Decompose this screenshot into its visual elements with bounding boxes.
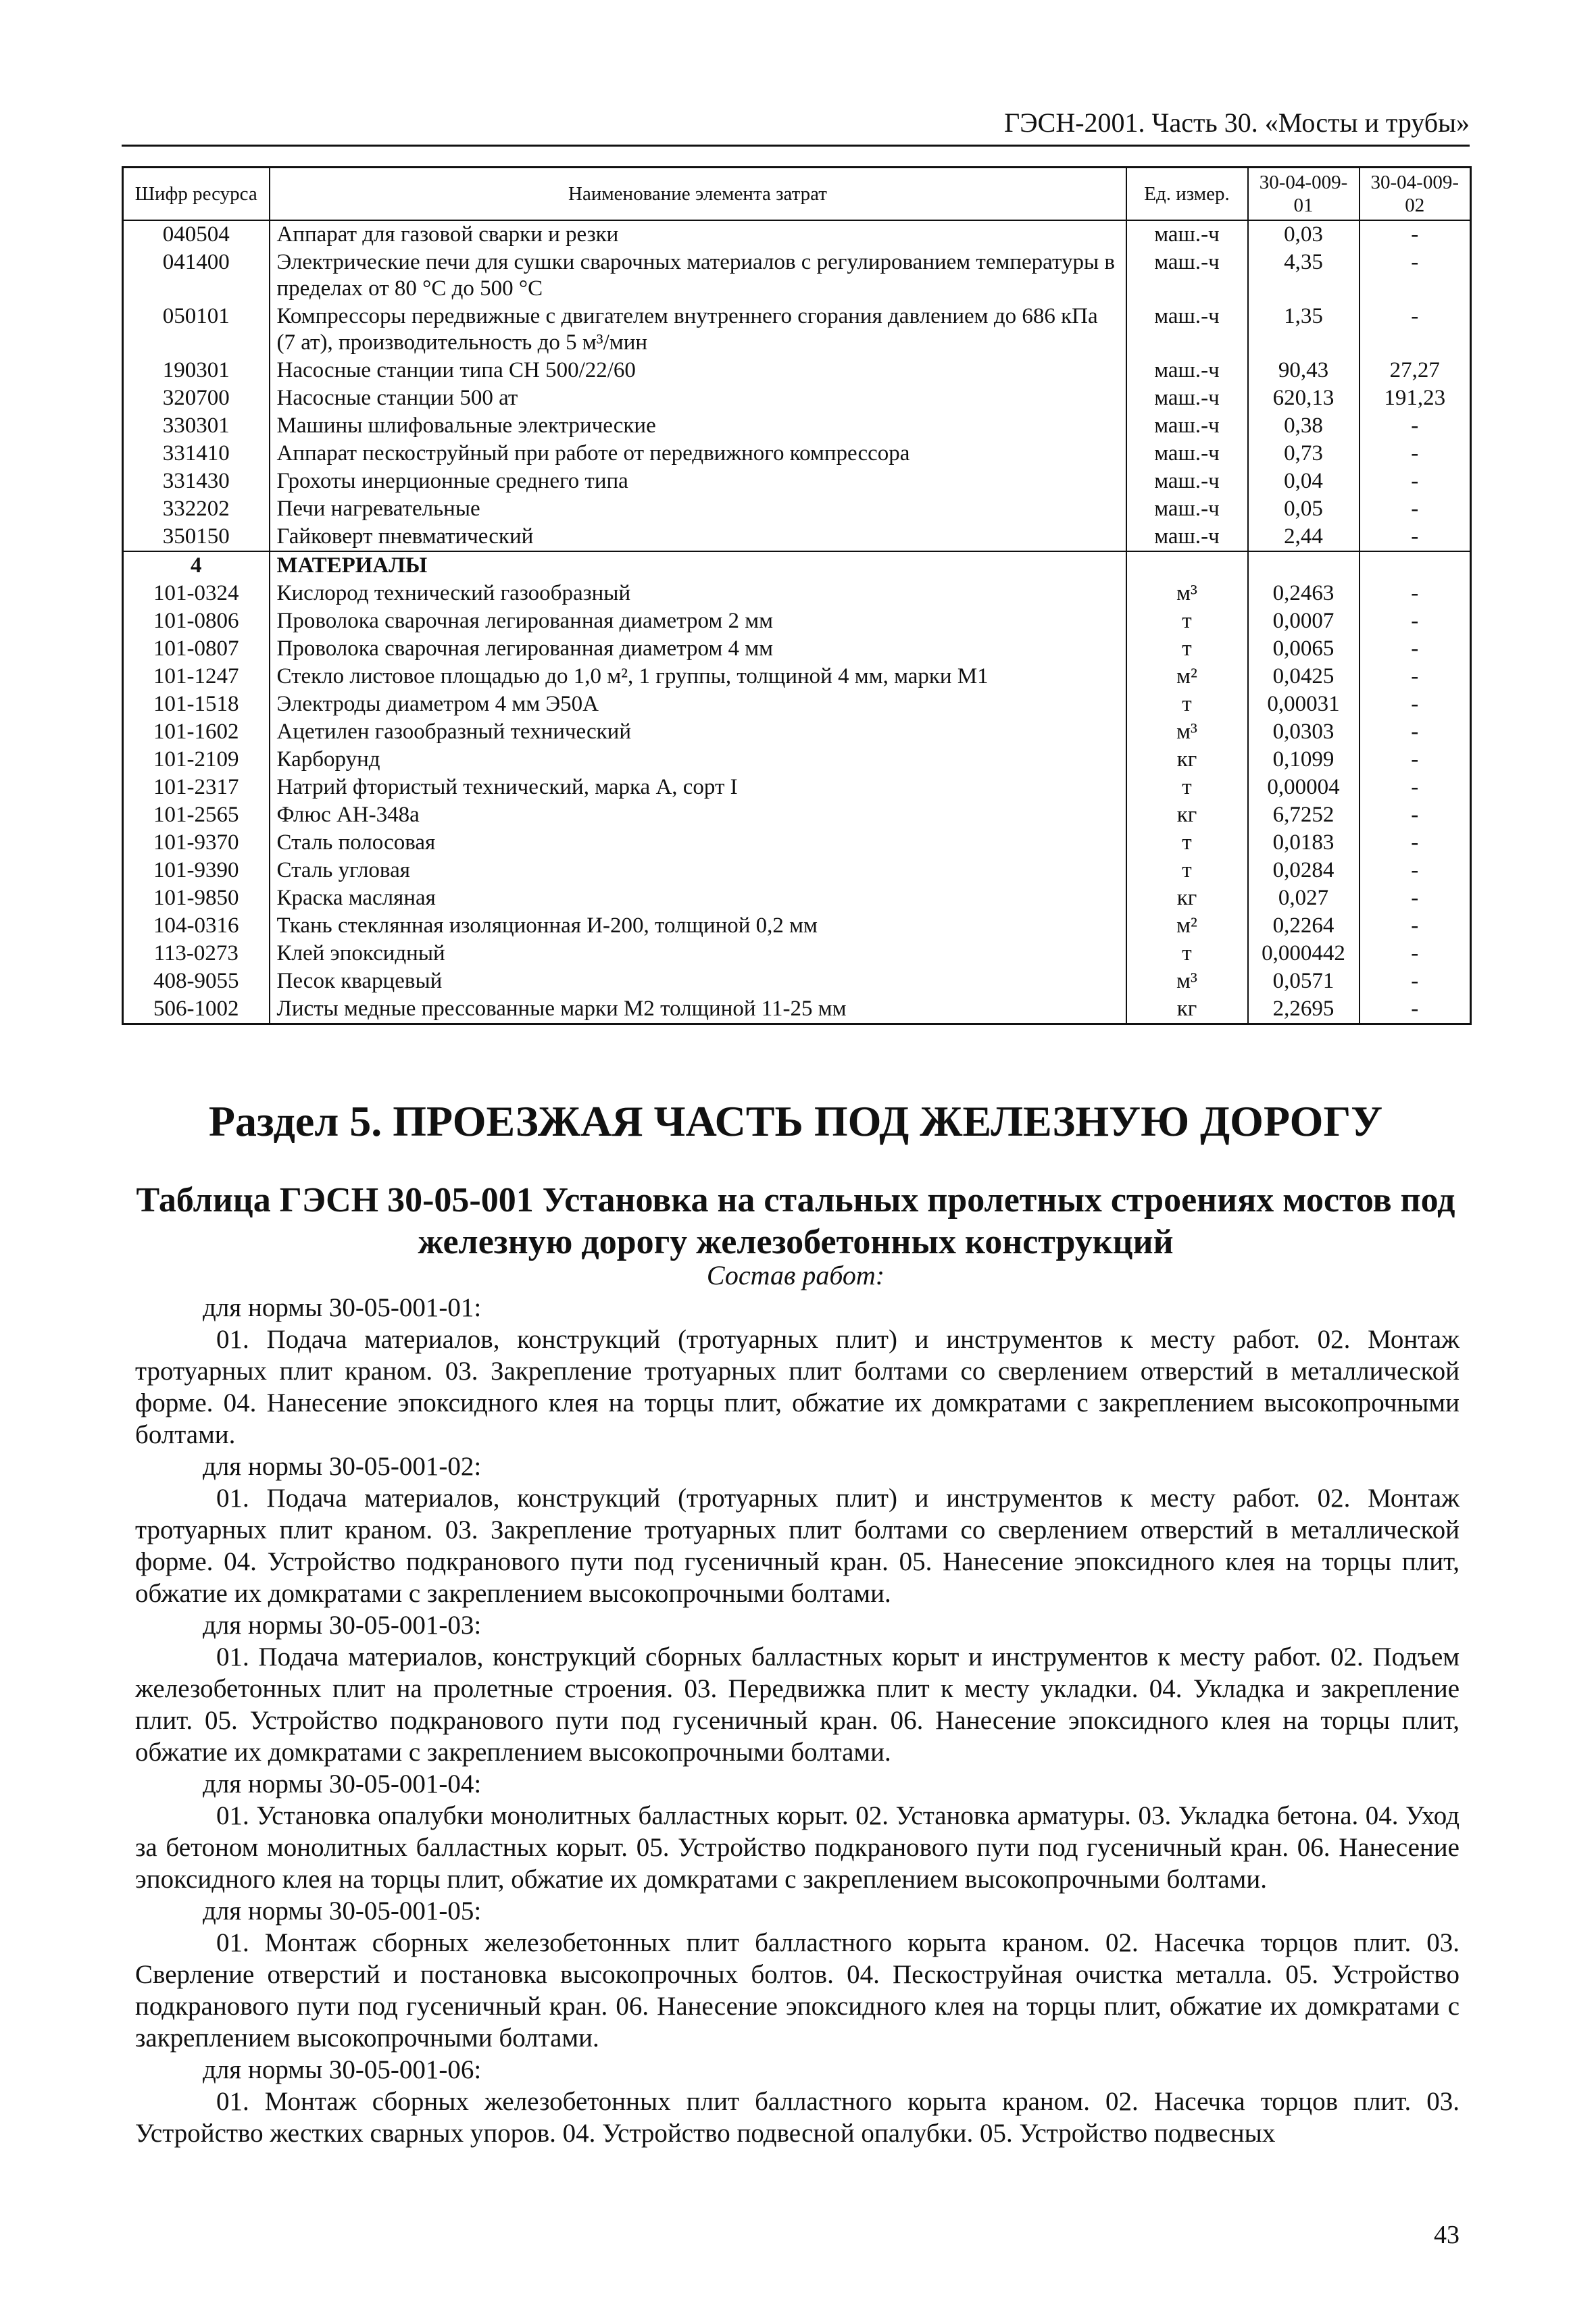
resource-name: Аппарат для газовой сварки и резки: [270, 220, 1126, 249]
resource-unit: т: [1126, 774, 1248, 801]
norm-2-value: 191,23: [1360, 384, 1471, 412]
resource-name: Проволока сварочная легированная диаметром 4 мм: [270, 635, 1126, 663]
resource-unit: кг: [1126, 801, 1248, 829]
table-row: [123, 967, 1471, 995]
resource-code: 101-9370: [123, 829, 270, 857]
table-row: [123, 746, 1471, 774]
resource-name: Карборунд: [270, 746, 1126, 774]
column-header-norm-1: 30-04-009-01: [1248, 168, 1360, 221]
section-v1-empty: [1248, 551, 1360, 580]
resource-code: 101-2565: [123, 801, 270, 829]
column-header-norm-2: 30-04-009-02: [1360, 168, 1471, 221]
materials-section: [123, 551, 1471, 580]
resource-code: 320700: [123, 384, 270, 412]
norm-1-value: 0,0284: [1248, 857, 1360, 884]
norm-1-value: 4,35: [1248, 249, 1360, 303]
table-row: [123, 663, 1471, 690]
norm-2-value: -: [1360, 940, 1471, 967]
section-title: Раздел 5. ПРОЕЗЖАЯ ЧАСТЬ ПОД ЖЕЛЕЗНУЮ ДОРОГУ: [208, 1097, 1383, 1145]
section-row-materials: [123, 551, 1471, 580]
norm-1-value: 0,000442: [1248, 940, 1360, 967]
resource-code: 332202: [123, 495, 270, 523]
table-row: [123, 774, 1471, 801]
table-row: [123, 468, 1471, 495]
resource-unit: м²: [1126, 663, 1248, 690]
resource-code: 101-0806: [123, 607, 270, 635]
section-unit-empty: [1126, 551, 1248, 580]
norm-2-value: -: [1360, 718, 1471, 746]
norm-1-value: 2,44: [1248, 523, 1360, 551]
table-row: [123, 940, 1471, 967]
table-row: [123, 440, 1471, 468]
table-row: [123, 912, 1471, 940]
norm-2-value: -: [1360, 967, 1471, 995]
resource-name: Аппарат пескоструйный при работе от передвижного компрессора: [270, 440, 1126, 468]
resource-name: Кислород технический газообразный: [270, 580, 1126, 607]
resource-name: Электрические печи для сушки сварочных материалов с регулированием температуры в пределах от 80 °С до 500 °С: [270, 249, 1126, 303]
norm-1-value: 0,04: [1248, 468, 1360, 495]
norm-2-value: -: [1360, 303, 1471, 357]
resource-name: Песок кварцевый: [270, 967, 1126, 995]
resource-name: Сталь угловая: [270, 857, 1126, 884]
resource-name: Листы медные прессованные марки М2 толщиной 11-25 мм: [270, 995, 1126, 1024]
resource-unit: т: [1126, 857, 1248, 884]
resource-name: Компрессоры передвижные с двигателем внутреннего сгорания давлением до 686 кПа (7 ат), производительность до 5 м³/мин: [270, 303, 1126, 357]
norm-2-value: -: [1360, 829, 1471, 857]
table-header-row: [123, 168, 1471, 221]
norm-2-value: -: [1360, 412, 1471, 440]
resource-name: Сталь полосовая: [270, 829, 1126, 857]
norm-text: 01. Установка опалубки монолитных балластных корыт. 02. Установка арматуры. 03. Укладка бетона. 04. Уход за бетоном монолитных балластных корыт. 05. Устройство подкранового пути под гусеничный кран. 06. Нанесение эпоксидного клея на торцы плит, обжатие их домкратами с закреплением высокопрочными болтами.: [135, 1801, 1460, 1894]
norm-1-value: 1,35: [1248, 303, 1360, 357]
table-title: [122, 1180, 1470, 1263]
table-row: [123, 607, 1471, 635]
norm-2-value: -: [1360, 690, 1471, 718]
resource-code: 331410: [123, 440, 270, 468]
resource-unit: м³: [1126, 718, 1248, 746]
norm-1-value: 0,00031: [1248, 690, 1360, 718]
norm-1-value: 0,05: [1248, 495, 1360, 523]
resource-table: [122, 166, 1472, 1025]
resource-code: 101-9390: [123, 857, 270, 884]
norm-1-value: 0,00004: [1248, 774, 1360, 801]
norm-label: для нормы 30-05-001-06:: [203, 2055, 482, 2084]
material-rows: [123, 580, 1471, 1024]
resource-name: Печи нагревательные: [270, 495, 1126, 523]
resource-unit: маш.-ч: [1126, 357, 1248, 384]
resource-unit: т: [1126, 690, 1248, 718]
section-name: МАТЕРИАЛЫ: [270, 551, 1126, 580]
resource-name: Ткань стеклянная изоляционная И-200, толщиной 0,2 мм: [270, 912, 1126, 940]
norm-2-value: -: [1360, 468, 1471, 495]
resource-code: 050101: [123, 303, 270, 357]
norm-1-value: 0,2463: [1248, 580, 1360, 607]
resource-name: Краска масляная: [270, 884, 1126, 912]
norm-2-value: -: [1360, 912, 1471, 940]
resource-unit: т: [1126, 635, 1248, 663]
resource-code: 408-9055: [123, 967, 270, 995]
norm-2-value: -: [1360, 635, 1471, 663]
resource-code: 104-0316: [123, 912, 270, 940]
header-rule: [122, 145, 1470, 147]
page-number: 43: [1434, 2221, 1460, 2249]
norm-2-value: -: [1360, 495, 1471, 523]
norm-2-value: -: [1360, 857, 1471, 884]
table-row: [123, 357, 1471, 384]
resource-name: Электроды диаметром 4 мм Э50А: [270, 690, 1126, 718]
resource-name: Проволока сварочная легированная диаметром 2 мм: [270, 607, 1126, 635]
resource-code: 101-9850: [123, 884, 270, 912]
resource-name: Ацетилен газообразный технический: [270, 718, 1126, 746]
norm-1-value: 0,03: [1248, 220, 1360, 249]
norm-1-value: 0,0571: [1248, 967, 1360, 995]
norm-1-value: 0,0065: [1248, 635, 1360, 663]
norm-1-value: 0,0425: [1248, 663, 1360, 690]
table-row: [123, 412, 1471, 440]
running-header: ГЭСН-2001. Часть 30. «Мосты и трубы»: [1004, 107, 1470, 138]
norm-label: для нормы 30-05-001-02:: [203, 1452, 482, 1481]
resource-unit: кг: [1126, 995, 1248, 1024]
table-row: [123, 690, 1471, 718]
resource-unit: кг: [1126, 884, 1248, 912]
norm-1-value: 0,2264: [1248, 912, 1360, 940]
norm-2-value: -: [1360, 801, 1471, 829]
resource-code: 101-0807: [123, 635, 270, 663]
norm-1-value: 0,73: [1248, 440, 1360, 468]
resource-unit: маш.-ч: [1126, 303, 1248, 357]
table-row: [123, 884, 1471, 912]
resource-name: Натрий фтористый технический, марка А, сорт I: [270, 774, 1126, 801]
resource-name: Гайковерт пневматический: [270, 523, 1126, 551]
work-composition-label: Состав работ:: [706, 1260, 885, 1290]
resource-code: 101-1602: [123, 718, 270, 746]
table-row: [123, 995, 1471, 1024]
norm-2-value: -: [1360, 884, 1471, 912]
resource-unit: м³: [1126, 580, 1248, 607]
resource-unit: маш.-ч: [1126, 384, 1248, 412]
norm-label: для нормы 30-05-001-04:: [203, 1769, 482, 1799]
resource-unit: кг: [1126, 746, 1248, 774]
table-row: [123, 635, 1471, 663]
resource-name: Машины шлифовальные электрические: [270, 412, 1126, 440]
resource-code: 101-2317: [123, 774, 270, 801]
resource-code: 190301: [123, 357, 270, 384]
resource-name: Флюс АН-348а: [270, 801, 1126, 829]
resource-code: 101-0324: [123, 580, 270, 607]
table-row: [123, 580, 1471, 607]
norm-text: 01. Подача материалов, конструкций сборных балластных корыт и инструментов к месту работ. 02. Подъем железобетонных плит на пролетные строения. 03. Передвижка плит к месту укладки. 04. Укладка и закрепление плит. 05. Устройство подкранового пути под гусеничный кран. 06. Нанесение эпоксидного клея на торцы плит, обжатие их домкратами с закреплением высокопрочными болтами.: [135, 1642, 1460, 1767]
table-row: [123, 384, 1471, 412]
norm-2-value: -: [1360, 746, 1471, 774]
section-code: 4: [123, 551, 270, 580]
resource-name: Грохоты инерционные среднего типа: [270, 468, 1126, 495]
norm-1-value: 0,027: [1248, 884, 1360, 912]
norm-text: 01. Монтаж сборных железобетонных плит балластного корыта краном. 02. Насечка торцов плит. 03. Устройство жестких сварных упоров. 04. Устройство подвесной опалубки. 05. Устройство подвесных: [135, 2087, 1460, 2148]
norms-list: [135, 1292, 1460, 2149]
norm-2-value: -: [1360, 995, 1471, 1024]
norm-2-value: -: [1360, 523, 1471, 551]
norm-1-value: 0,1099: [1248, 746, 1360, 774]
column-header-name: Наименование элемента затрат: [270, 168, 1126, 221]
column-header-unit: Ед. измер.: [1126, 168, 1248, 221]
norm-1-value: 620,13: [1248, 384, 1360, 412]
table-row: [123, 829, 1471, 857]
table-row: [123, 495, 1471, 523]
norm-1-value: 6,7252: [1248, 801, 1360, 829]
resource-name: Стекло листовое площадью до 1,0 м², 1 группы, толщиной 4 мм, марки М1: [270, 663, 1126, 690]
table-row: [123, 303, 1471, 357]
norm-2-value: -: [1360, 249, 1471, 303]
norm-2-value: -: [1360, 663, 1471, 690]
resource-code: 506-1002: [123, 995, 270, 1024]
norm-2-value: -: [1360, 607, 1471, 635]
norm-1-value: 0,0183: [1248, 829, 1360, 857]
resource-unit: маш.-ч: [1126, 495, 1248, 523]
norm-1-value: 0,38: [1248, 412, 1360, 440]
resource-code: 101-1518: [123, 690, 270, 718]
resource-unit: маш.-ч: [1126, 523, 1248, 551]
resource-code: 113-0273: [123, 940, 270, 967]
table-row: [123, 718, 1471, 746]
resource-unit: т: [1126, 607, 1248, 635]
resource-unit: маш.-ч: [1126, 220, 1248, 249]
norm-label: для нормы 30-05-001-03:: [203, 1611, 482, 1640]
resource-unit: маш.-ч: [1126, 249, 1248, 303]
norm-label: для нормы 30-05-001-05:: [203, 1896, 482, 1926]
table-row: [123, 523, 1471, 551]
norm-text: 01. Подача материалов, конструкций (тротуарных плит) и инструментов к месту работ. 02. Монтаж тротуарных плит краном. 03. Закрепление тротуарных плит болтами со сверлением отверстий в металлической форме. 04. Устройство подкранового пути под гусеничный кран. 05. Нанесение эпоксидного клея на торцы плит, обжатие их домкратами с закреплением высокопрочными болтами.: [135, 1484, 1460, 1608]
table-row: [123, 857, 1471, 884]
table-title-line-2: железную дорогу железобетонных конструкций: [418, 1223, 1174, 1261]
resource-code: 101-1247: [123, 663, 270, 690]
norm-2-value: -: [1360, 580, 1471, 607]
norm-text: 01. Монтаж сборных железобетонных плит балластного корыта краном. 02. Насечка торцов плит. 03. Сверление отверстий и постановка высокопрочных болтов. 04. Пескоструйная очистка металла. 05. Устройство подкранового пути под гусеничный кран. 06. Нанесение эпоксидного клея на торцы плит, обжатие их домкратами с закреплением высокопрочными болтами.: [135, 1928, 1460, 2053]
norm-label: для нормы 30-05-001-01:: [203, 1293, 482, 1322]
machine-rows: [123, 220, 1471, 551]
resource-unit: м³: [1126, 967, 1248, 995]
resource-unit: маш.-ч: [1126, 468, 1248, 495]
table-title-line-1: Таблица ГЭСН 30-05-001 Установка на стальных пролетных строениях мостов под: [136, 1181, 1455, 1219]
resource-unit: т: [1126, 829, 1248, 857]
norm-1-value: 90,43: [1248, 357, 1360, 384]
norm-text: 01. Подача материалов, конструкций (тротуарных плит) и инструментов к месту работ. 02. Монтаж тротуарных плит краном. 03. Закрепление тротуарных плит болтами со сверлением отверстий в металлической форме. 04. Нанесение эпоксидного клея на торцы плит, обжатие их домкратами с закреплением высокопрочными болтами.: [135, 1325, 1460, 1449]
resource-name: Клей эпоксидный: [270, 940, 1126, 967]
resource-code: 041400: [123, 249, 270, 303]
resource-unit: маш.-ч: [1126, 440, 1248, 468]
resource-unit: т: [1126, 940, 1248, 967]
section-v2-empty: [1360, 551, 1471, 580]
table-row: [123, 220, 1471, 249]
norm-1-value: 0,0303: [1248, 718, 1360, 746]
resource-code: 330301: [123, 412, 270, 440]
resource-code: 331430: [123, 468, 270, 495]
resource-code: 101-2109: [123, 746, 270, 774]
norm-2-value: -: [1360, 220, 1471, 249]
norm-1-value: 2,2695: [1248, 995, 1360, 1024]
norm-2-value: -: [1360, 774, 1471, 801]
resource-name: Насосные станции 500 ат: [270, 384, 1126, 412]
norm-2-value: -: [1360, 440, 1471, 468]
norm-1-value: 0,0007: [1248, 607, 1360, 635]
column-header-code: Шифр ресурса: [123, 168, 270, 221]
resource-code: 040504: [123, 220, 270, 249]
resource-name: Насосные станции типа СН 500/22/60: [270, 357, 1126, 384]
resource-code: 350150: [123, 523, 270, 551]
table-row: [123, 801, 1471, 829]
resource-unit: м²: [1126, 912, 1248, 940]
table-row: [123, 249, 1471, 303]
norm-2-value: 27,27: [1360, 357, 1471, 384]
resource-unit: маш.-ч: [1126, 412, 1248, 440]
